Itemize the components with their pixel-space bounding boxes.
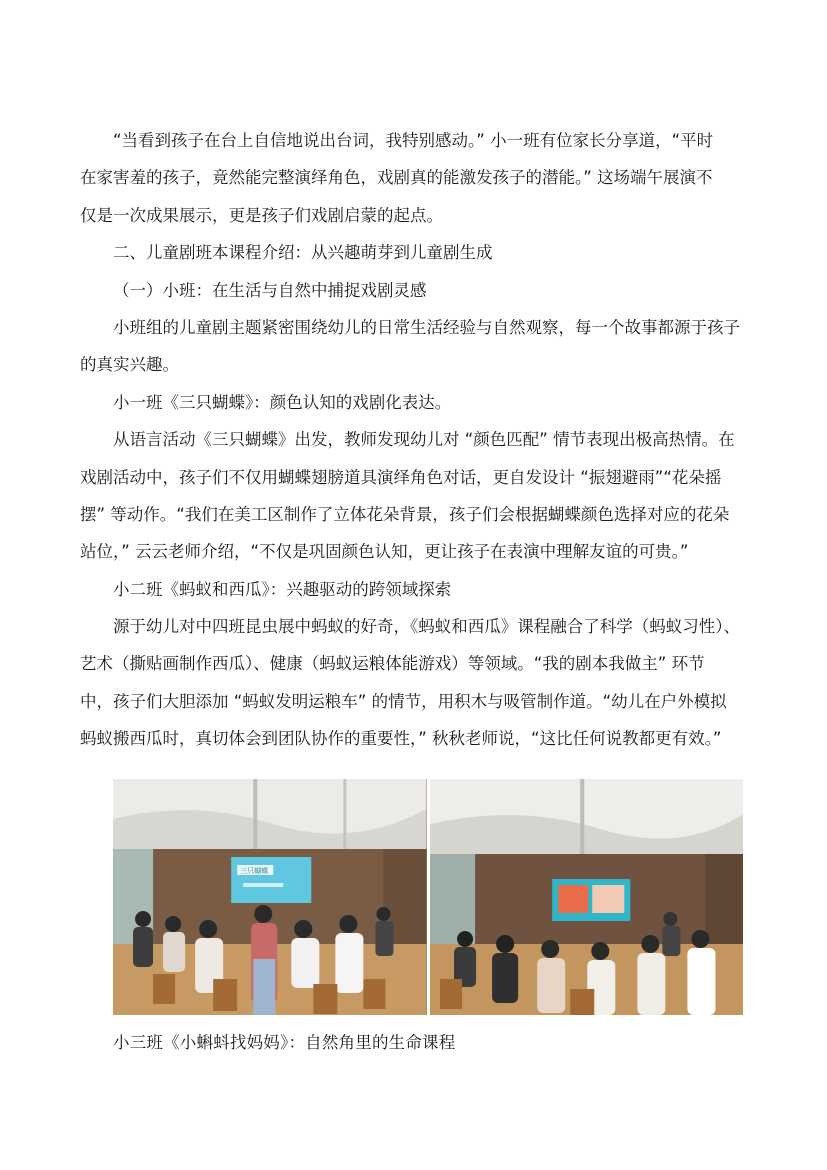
classroom-photo-right-image	[430, 779, 744, 1015]
classroom-photo-right	[430, 779, 744, 1015]
text-line: 的真实兴趣。	[80, 355, 179, 375]
class-title: 小一班《三只蝴蝶》：颜色认知的戏剧化表达。	[113, 392, 452, 412]
text-line: 中，孩子们大胆添加 “蚂蚁发明运粮车” 的情节，用积木与吸管制作道。“幼儿在户外模拟	[80, 691, 727, 711]
text-line: 戏剧活动中，孩子们不仅用蝴蝶翅膀道具演绎角色对话，更自发设计 “振翅避雨”“花朵摇	[80, 467, 722, 487]
text-line: 源于幼儿对中四班昆虫展中蚂蚁的好奇，《蚂蚁和西瓜》课程融合了科学（蚂蚁习性）、	[113, 617, 740, 637]
text-line: “当看到孩子在台上自信地说出台词，我特别感动。” 小一班有位家长分享道，“平时	[113, 131, 714, 150]
class-title: 小二班《蚂蚁和西瓜》：兴趣驱动的跨领域探索	[113, 579, 452, 599]
text-line: 仅是一次成果展示，更是孩子们戏剧启蒙的起点。	[80, 205, 443, 225]
document-body	[80, 122, 748, 758]
text-line: 艺术（撕贴画制作西瓜）、健康（蚂蚁运粮体能游戏）等领域。“我的剧本我做主” 环节	[80, 654, 705, 674]
section-heading: 二、儿童剧班本课程介绍：从兴趣萌芽到儿童剧生成	[113, 243, 493, 263]
text-line: 在家害羞的孩子，竟然能完整演绎角色，戏剧真的能激发孩子的潜能。” 这场端午展演不	[80, 168, 713, 188]
photo-caption: 小三班《小蝌蚪找妈妈》：自然角里的生命课程	[113, 1033, 456, 1052]
text-line: 站位，” 云云老师介绍，“不仅是巩固颜色认知，更让孩子在表演中理解友谊的可贵。”	[80, 542, 689, 562]
classroom-photo-left	[113, 779, 427, 1015]
text-line: 蚂蚁搬西瓜时，真切体会到团队协作的重要性，” 秋秋老师说，“这比任何说教都更有效。”	[80, 729, 722, 749]
text-line: 摆” 等动作。“我们在美工区制作了立体花朵背景，孩子们会根据蝴蝶颜色选择对应的花朵	[80, 504, 730, 524]
text-line: 从语言活动《三只蝴蝶》出发，教师发现幼儿对 “颜色匹配” 情节表现出极高热情。在	[113, 430, 735, 450]
screen-text: 三只蝴蝶	[240, 867, 269, 875]
subsection-heading: （一）小班：在生活与自然中捕捉戏剧灵感	[113, 280, 427, 300]
photo-row	[113, 779, 743, 1015]
text-line: 小班组的儿童剧主题紧密围绕幼儿的日常生活经验与自然观察，每一个故事都源于孩子	[113, 317, 740, 337]
classroom-photo-left-image	[113, 779, 427, 1015]
